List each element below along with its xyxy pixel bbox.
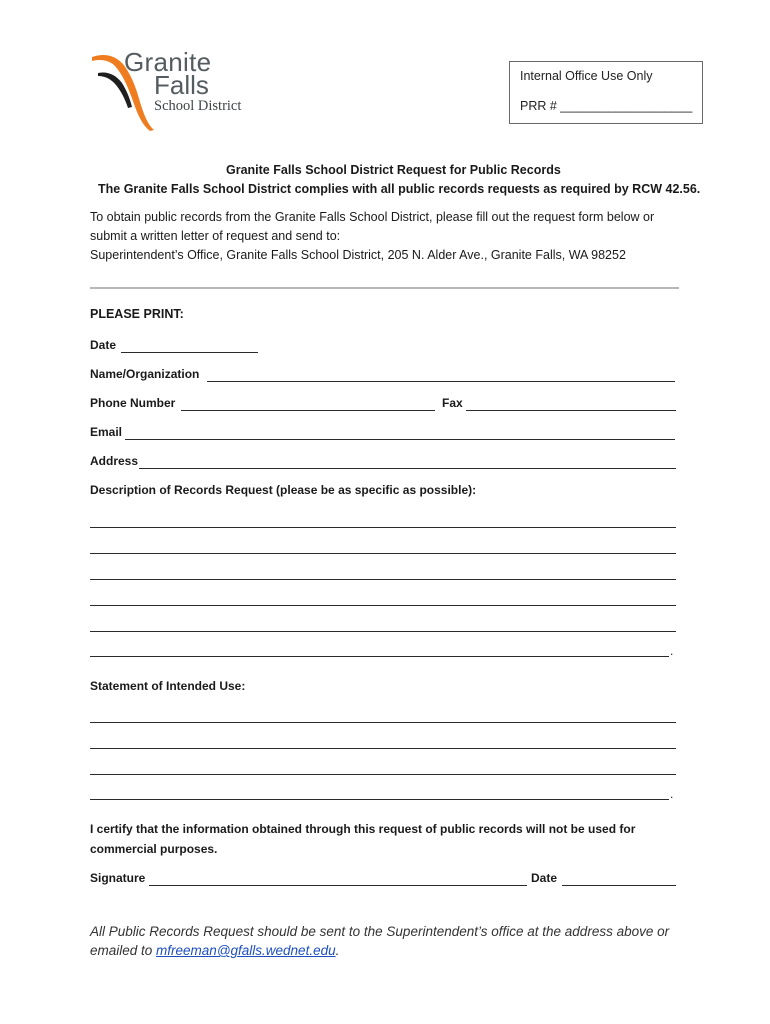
signature-date-field[interactable] — [562, 885, 676, 886]
logo-text-falls: Falls — [154, 70, 209, 100]
certify-line-1: I certify that the information obtained through this request of public records will not be used for — [90, 822, 636, 836]
prr-number-field[interactable]: PRR # ___________________ — [520, 99, 693, 113]
description-line[interactable] — [90, 527, 676, 528]
intended-use-period: . — [670, 787, 674, 801]
description-line[interactable] — [90, 605, 676, 606]
footer-prefix: emailed to — [90, 943, 157, 958]
phone-field[interactable] — [181, 410, 435, 411]
email-label: Email — [90, 425, 123, 439]
description-label: Description of Records Request (please be as specific as possible): — [90, 483, 477, 497]
form-subtitle: The Granite Falls School District complies with all public records requests as required by RCW 42.56. — [98, 182, 701, 196]
signature-date-label: Date — [531, 871, 558, 885]
description-line[interactable] — [90, 656, 669, 657]
form-title: Granite Falls School District Request for Public Records — [226, 163, 561, 177]
intro-line-2: submit a written letter of request and send to: — [90, 229, 341, 243]
description-period: . — [670, 644, 674, 658]
fax-label: Fax — [442, 396, 463, 410]
logo-text-granite: Granite — [124, 47, 212, 77]
signature-label: Signature — [90, 871, 146, 885]
internal-office-box — [509, 61, 703, 124]
date-label: Date — [90, 338, 117, 352]
certify-line-2: commercial purposes. — [90, 842, 218, 856]
intro-line-1: To obtain public records from the Granite Falls School District, please fill out the request form below or — [90, 210, 655, 224]
intended-use-line[interactable] — [90, 722, 676, 723]
district-logo — [90, 47, 265, 132]
name-org-field[interactable] — [207, 381, 675, 382]
office-use-label: Internal Office Use Only — [520, 69, 653, 83]
email-link[interactable]: mfreeman@gfalls.wednet.edu — [156, 943, 336, 958]
description-line[interactable] — [90, 579, 676, 580]
signature-field[interactable] — [149, 885, 527, 886]
address-label: Address — [90, 454, 139, 468]
name-org-label: Name/Organization — [90, 367, 200, 381]
address-field[interactable] — [139, 468, 676, 469]
footer-suffix: . — [335, 943, 340, 958]
intro-address: Superintendent’s Office, Granite Falls School District, 205 N. Alder Ave., Granite Falls, WA 98252 — [90, 248, 626, 262]
description-line[interactable] — [90, 631, 676, 632]
intended-use-line[interactable] — [90, 748, 676, 749]
please-print-label: PLEASE PRINT: — [90, 307, 184, 321]
intended-use-line[interactable] — [90, 774, 676, 775]
phone-label: Phone Number — [90, 396, 176, 410]
section-divider — [90, 287, 679, 289]
date-field[interactable] — [121, 352, 258, 353]
intended-use-label: Statement of Intended Use: — [90, 679, 246, 693]
intended-use-line[interactable] — [90, 799, 669, 800]
footer-line-2 — [90, 943, 339, 958]
fax-field[interactable] — [466, 410, 676, 411]
logo-text-school-district: School District — [154, 98, 242, 114]
footer-line-1: All Public Records Request should be sent to the Superintendent’s office at the address above or — [90, 924, 670, 939]
email-field[interactable] — [125, 439, 675, 440]
description-line[interactable] — [90, 553, 676, 554]
